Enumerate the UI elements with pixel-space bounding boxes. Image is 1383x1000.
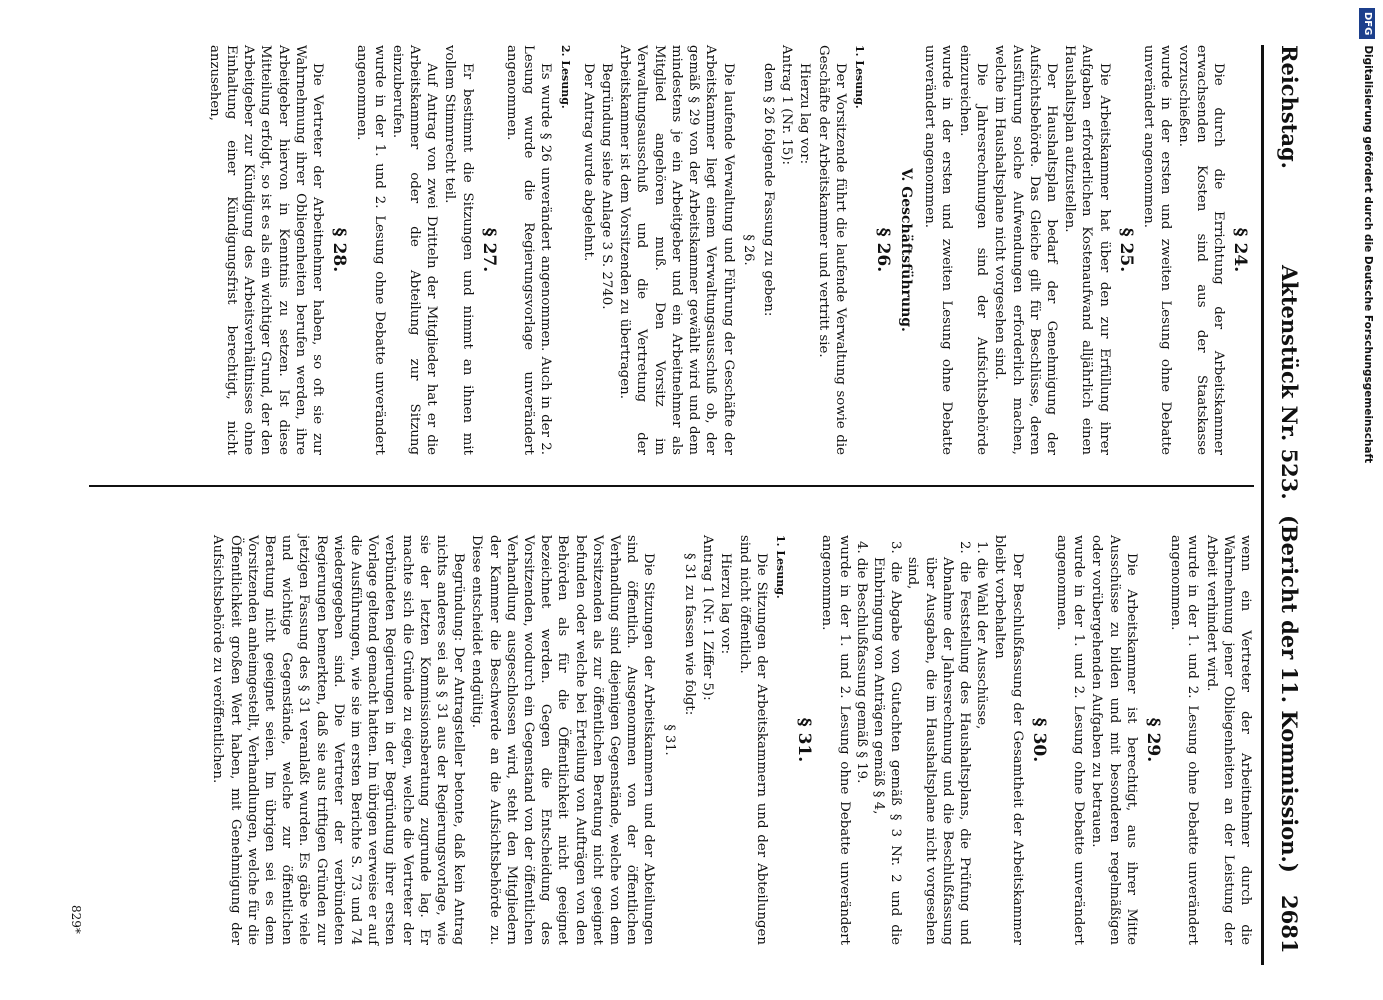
paragraph: Antrag 1 (Nr. 15): — [779, 45, 795, 165]
paragraph: Die Vertreter der Arbeitnehmer haben, so oft sie zur Wahrnehmung ihrer Obliegenheiten berufen werden, ihre Arbeitgeber hiervon in Kenntnis zu setzen. Ist diese Mitteilung erfolgt, so ist es als ein wichtiger Grund, der den Arbeitgeber zur Kündigung des Arbeitsverhältnisses ohne Einhaltung einer Kündigungsfrist berechtigt, nicht anzusehen, — [206, 45, 326, 455]
chapter-heading: V. Geschäftsführung. — [898, 168, 915, 332]
dfg-logo: DFG — [1359, 8, 1375, 39]
section-heading: § 31. — [794, 717, 815, 763]
reading-label: 1. Lesung. — [773, 535, 787, 599]
header-page-number: 2681 — [1277, 895, 1302, 954]
numbered-item: 4. die Beschlußfassung gemäß § 19. — [853, 541, 869, 784]
document-sheet — [60, 25, 1320, 975]
reading-label: 2. Lesung. — [558, 45, 572, 109]
paragraph: Begründung siehe Anlage 3 S. 2740. — [599, 63, 615, 310]
paragraph: Der Haushaltsplan bedarf der Genehmigung der Aufsichtsbehörde. Das Gleiche gilt für Beschlüsse, deren Ausführung solche Aufwendungen erforderlich machen, welche im Haushaltsplane nicht vorgesehen sind. — [992, 45, 1059, 455]
column-separator — [89, 485, 1254, 487]
paragraph: § 31. — [661, 724, 677, 756]
paragraph: Begründung: Der Antragsteller betonte, daß kein Antrag nichts anderes sei als § 31 aus der Regierungsvorlage, wie sie der letzten Kommissionsberatung zugrunde lag. Er machte sich die Gründe zu eigen, welche die Vertreter der verbündeten Regierungen in der Begründung ihrer ersten Vorlage geltend gemacht hatten. Im übrigen verweise er auf die Ausführungen, wie sie im ersten Berichte S. 73 und 74 wiedergegeben sind. Die Vertreter der verbündeten Regierungen bemerkten, daß sie aus triftigen Gründen zur jetzigen Fassung des § 31 veranlaßt wurden. Es gäbe viele und wichtige Gegenstände, welche zur öffentlichen Beratung nicht geeignet seien. Im übrigen sei es dem Vorsitzenden anheimgestellt, Verhandlungen, welche für die Öffentlichkeit großen Wert haben, mit Genehmigung der Aufsichtsbehörde zu veröffentlichen. — [210, 535, 467, 945]
paragraph: Die durch die Errichtung der Arbeitskammer erwachsenden Kosten sind aus der Staatskasse vorzuschießen. — [1176, 45, 1226, 455]
sheet-mark: 829* — [69, 905, 83, 934]
left-column — [205, 45, 1254, 455]
paragraph: Hierzu lag vor: — [797, 63, 813, 165]
paragraph: Auf Antrag von zwei Dritteln der Mitglieder hat er die Arbeitskammer oder die Abteilung zur Sitzung einzuberufen. — [389, 45, 440, 455]
credit-text: Digitalisierung gefördert durch die Deutsche Forschungsgemeinschaft — [1362, 45, 1374, 464]
numbered-item: 2. die Feststellung des Haushaltsplans, die Prüfung und Abnahme der Jahresrechnung und die Beschlußfassung über Ausgaben, die im Haushaltsplane nicht vorgesehen sind, — [905, 541, 972, 945]
paragraph: Die Arbeitskammer ist berechtigt, aus ihrer Mitte Ausschüsse zu bilden und mit besonderen regelmäßigen oder vorübergehenden Aufgaben zu betrauen. — [1089, 535, 1139, 945]
paragraph: Der Beschlußfassung der Gesamtheit der Arbeitskammer bleibt vorbehalten — [992, 535, 1025, 945]
section-heading: § 28. — [329, 227, 350, 273]
section-heading: § 24. — [1230, 227, 1250, 273]
paragraph: Der Antrag wurde abgelehnt. — [580, 63, 596, 262]
paragraph: wenn ein Vertreter der Arbeitnehmer durch die Wahrnehmung jener Obliegenheiten an der Leistung der Arbeit verhindert wird. — [1203, 535, 1253, 945]
paragraph: wurde in der ersten und zweiten Lesung ohne Debatte unverändert angenommen. — [1140, 45, 1174, 455]
paragraph: Hierzu lag vor: — [718, 553, 734, 655]
section-heading: § 30. — [1028, 717, 1049, 763]
credit-text-wrapper — [1358, 8, 1378, 698]
header-rule — [1261, 45, 1264, 965]
rotated-page — [60, 25, 1320, 975]
digitization-credit — [1358, 8, 1378, 698]
section-heading: § 27. — [478, 227, 499, 273]
numbered-item: 1. die Wahl der Ausschüsse, — [974, 541, 990, 730]
paragraph: wurde in der 1. und 2. Lesung ohne Debatte unverändert angenommen. — [819, 535, 852, 945]
header-document-number: Aktenstück Nr. 523. — [1277, 265, 1302, 500]
section-heading: § 29. — [1142, 717, 1163, 763]
numbered-item: 3. die Abgabe von Gutachten gemäß § 3 Nr. 2 und die Einbringung von Anträgen gemäß § 4, — [870, 541, 904, 945]
running-header — [1266, 45, 1302, 965]
header-reichstag: Reichstag. — [1277, 45, 1302, 169]
reading-label: 1. Lesung. — [852, 45, 866, 109]
paragraph: § 26. — [740, 234, 756, 266]
section-heading: § 25. — [1115, 227, 1136, 273]
paragraph: wurde in der 1. und 2. Lesung ohne Debatte unverändert angenommen. — [1053, 535, 1087, 945]
right-column — [208, 535, 1254, 945]
paragraph: § 31 zu fassen wie folgt: — [681, 553, 697, 716]
paragraph: Die Sitzungen der Arbeitskammern und der Abteilungen sind öffentlich. Ausgenommen von der öffentlichen Verhandlung sind diejenigen Gegenstände, welche von dem Vorsitzenden als zur öffentlichen Beratung nicht geeignet befunden oder welche bei Erteilung von Aufträgen von den Behörden als für die Öffentlichkeit nicht geeignet bezeichnet werden. Gegen die Entscheidung des Vorsitzenden, wodurch ein Gegenstand von der öffentlichen Verhandlung ausgeschlossen wird, steht den Mitgliedern der Kammer die Beschwerde an die Aufsichtsbehörde zu. Diese entscheidet endgültig. — [469, 535, 657, 945]
paragraph: dem § 26 folgende Fassung zu geben: — [760, 63, 776, 317]
header-commission: (Bericht der 11. Kommission.) — [1277, 515, 1302, 873]
paragraph: Antrag 1 (Nr. 1 Ziffer 5): — [700, 535, 716, 701]
paragraph: Die Arbeitskammer hat über den zur Erfüllung ihrer Aufgaben erforderlichen Kostenaufwand alljährlich einen Haushaltsplan aufzustellen. — [1062, 45, 1112, 455]
paragraph: Die laufende Verwaltung und Führung der Geschäfte der Arbeitskammer liegt einem Verwaltungsausschuß ob, der gemäß § 29 von der Arbeitskammer gewählt wird und dem mindestens je ein Arbeitgeber und ein Arbeitnehmer als Mitglied angehören muß. Den Vorsitz im Verwaltungsausschuß und die Vertretung der Arbeitskammer ist dem Vorsitzenden zu übertragen. — [617, 45, 736, 455]
paragraph: Der Vorsitzende führt die laufende Verwaltung sowie die Geschäfte der Arbeitskammer und vertritt sie. — [815, 45, 848, 455]
paragraph: wurde in der 1. und 2. Lesung ohne Debatte unverändert angenommen. — [354, 45, 387, 455]
paragraph: Er bestimmt die Sitzungen und nimmt an ihnen mit vollem Stimmrecht teil. — [442, 45, 475, 455]
paragraph: wurde in der ersten und zweiten Lesung ohne Debatte unverändert angenommen. — [921, 45, 954, 455]
section-heading: § 26. — [873, 227, 894, 273]
paragraph: Es wurde § 26 unverändert angenommen. Auch in der 2. Lesung wurde die Regierungsvorlage unverändert angenommen. — [504, 45, 554, 455]
paragraph: Die Jahresrechnungen sind der Aufsichtsbehörde einzureichen. — [956, 45, 990, 455]
paragraph: Die Sitzungen der Arbeitskammern und der Abteilungen sind nicht öffentlich. — [736, 535, 769, 945]
paragraph: wurde in der 1. und 2. Lesung ohne Debatte unverändert angenommen. — [1168, 535, 1201, 945]
